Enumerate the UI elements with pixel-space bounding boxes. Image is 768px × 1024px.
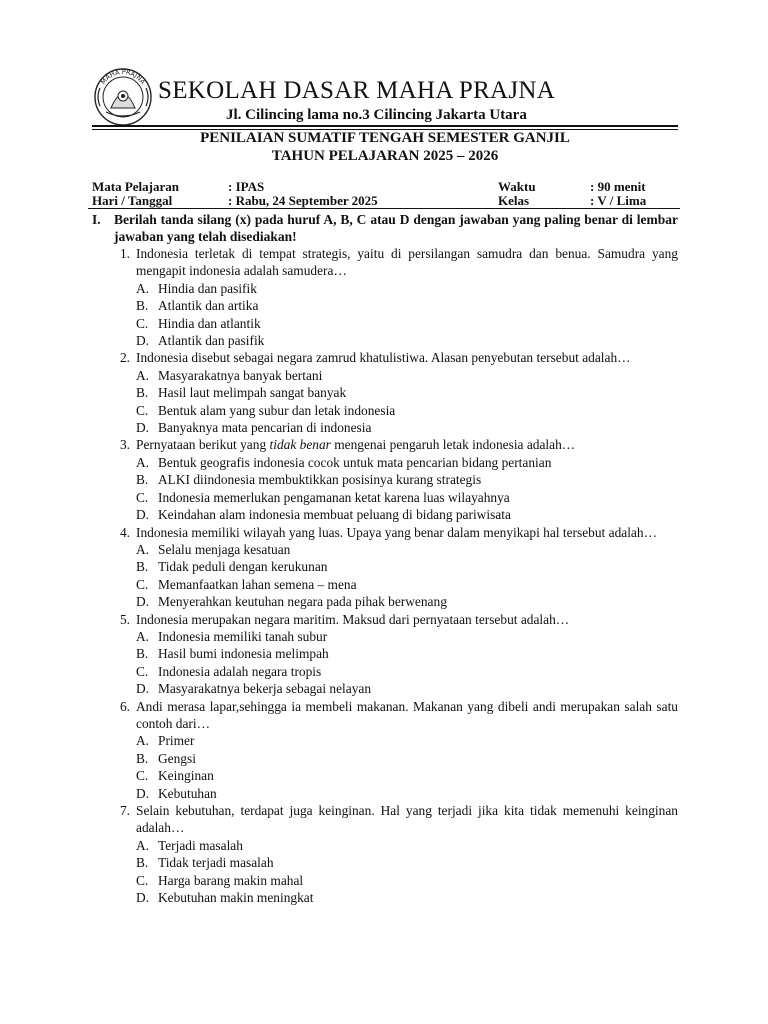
- question-list: [92, 245, 678, 906]
- subject-value: : IPAS: [228, 179, 265, 194]
- answer-option: [136, 785, 678, 802]
- question-text: Indonesia disebut sebagai negara zamrud khatulistiwa. Alasan penyebutan tersebut adalah…: [136, 350, 631, 366]
- school-logo: [92, 66, 154, 126]
- option-letter: A.: [136, 837, 150, 853]
- option-text: Atlantik dan pasifik: [158, 333, 265, 349]
- question-text: Indonesia merupakan negara maritim. Maksud dari pernyataan tersebut adalah…: [136, 611, 570, 627]
- subject-label: Mata Pelajaran: [92, 179, 180, 194]
- question-number: 5.: [119, 611, 130, 627]
- date-value: : Rabu, 24 September 2025: [228, 193, 378, 208]
- option-text: Keinginan: [158, 768, 214, 784]
- info-labels-left: [92, 180, 179, 208]
- question-item: [92, 349, 678, 436]
- answer-option: [136, 384, 678, 401]
- option-letter: C.: [136, 768, 149, 784]
- option-list: [136, 367, 678, 437]
- question-text: [136, 436, 678, 453]
- section-multiple-choice: [92, 211, 678, 906]
- exam-title-block: [92, 129, 678, 165]
- option-text: Indonesia adalah negara tropis: [158, 663, 322, 679]
- answer-option: [136, 558, 678, 575]
- option-text: Menyerahkan keutuhan negara pada pihak berwenang: [158, 594, 447, 610]
- answer-option: [136, 872, 678, 889]
- question-text: Andi merasa lapar,sehingga ia membeli makanan. Makanan yang dibeli andi merupakan salah satu contoh dari…: [136, 698, 678, 731]
- answer-option: [136, 663, 678, 680]
- option-text: Hasil laut melimpah sangat banyak: [158, 385, 347, 401]
- section-instruction-text: Berilah tanda silang (x) pada huruf A, B, C atau D dengan jawaban yang paling benar di lembar jawaban yang telah disediakan!: [114, 212, 678, 244]
- option-list: [136, 454, 678, 524]
- option-text: Atlantik dan artika: [158, 298, 259, 314]
- option-text: Terjadi masalah: [158, 837, 243, 853]
- logo-text: MAHA PRAJNA: [99, 67, 147, 86]
- option-letter: A.: [136, 280, 150, 296]
- option-text: Indonesia memerlukan pengamanan ketat karena luas wilayahnya: [158, 489, 510, 505]
- answer-option: [136, 489, 678, 506]
- time-value: : 90 menit: [590, 179, 646, 194]
- answer-option: [136, 593, 678, 610]
- answer-option: [136, 454, 678, 471]
- option-text: Primer: [158, 733, 195, 749]
- option-text: Tidak terjadi masalah: [158, 855, 274, 871]
- option-letter: B.: [136, 472, 149, 488]
- option-text: Hasil bumi indonesia melimpah: [158, 646, 329, 662]
- option-letter: D.: [136, 420, 150, 436]
- option-text: Indonesia memiliki tanah subur: [158, 628, 328, 644]
- answer-option: [136, 367, 678, 384]
- info-divider: [88, 208, 680, 209]
- option-letter: B.: [136, 646, 149, 662]
- option-letter: A.: [136, 454, 150, 470]
- option-text: Masyarakatnya bekerja sebagai nelayan: [158, 681, 372, 697]
- answer-option: [136, 889, 678, 906]
- option-letter: D.: [136, 890, 150, 906]
- class-value: : V / Lima: [590, 193, 647, 208]
- question-item: [92, 524, 678, 611]
- question-text-part: mengenai pengaruh letak indonesia adalah…: [330, 437, 576, 453]
- answer-option: [136, 680, 678, 697]
- question-text-emphasis: tidak benar: [269, 437, 331, 453]
- option-text: Memanfaatkan lahan semena – mena: [158, 576, 357, 592]
- option-text: Selalu menjaga kesatuan: [158, 541, 291, 557]
- answer-option: [136, 854, 678, 871]
- time-label: Waktu: [498, 179, 536, 194]
- option-letter: C.: [136, 402, 149, 418]
- info-values-right: [590, 180, 646, 208]
- exam-year: TAHUN PELAJARAN 2025 – 2026: [271, 148, 499, 164]
- option-list: [136, 541, 678, 611]
- option-letter: A.: [136, 541, 150, 557]
- option-list: [136, 628, 678, 698]
- question-number: 6.: [119, 698, 130, 714]
- option-letter: B.: [136, 855, 149, 871]
- option-text: Keindahan alam indonesia membuat peluang di bidang pariwisata: [158, 507, 511, 523]
- exam-title: PENILAIAN SUMATIF TENGAH SEMESTER GANJIL: [200, 130, 570, 146]
- answer-option: [136, 419, 678, 436]
- class-label: Kelas: [498, 193, 530, 208]
- option-letter: B.: [136, 385, 149, 401]
- section-instruction: [92, 211, 678, 245]
- option-text: Gengsi: [158, 750, 196, 766]
- answer-option: [136, 402, 678, 419]
- school-address: Jl. Cilincing lama no.3 Cilincing Jakarta Utara: [226, 107, 527, 123]
- option-text: Hindia dan pasifik: [158, 280, 257, 296]
- question-text: Indonesia terletak di tempat strategis, yaitu di persilangan samudra dan benua. Samudra yang mengapit indonesia adalah samudera…: [136, 246, 678, 279]
- question-text-part: Pernyataan berikut yang: [136, 437, 270, 453]
- question-number: 2.: [119, 350, 130, 366]
- answer-option: [136, 576, 678, 593]
- option-letter: D.: [136, 333, 150, 349]
- option-text: Hindia dan atlantik: [158, 315, 261, 331]
- option-letter: D.: [136, 681, 150, 697]
- answer-option: [136, 315, 678, 332]
- question-number: 7.: [119, 803, 130, 818]
- answer-option: [136, 280, 678, 297]
- question-number: 1.: [119, 246, 130, 261]
- option-text: Tidak peduli dengan kerukunan: [158, 559, 328, 575]
- option-text: ALKI diindonesia membuktikkan posisinya kurang strategis: [158, 472, 482, 488]
- option-letter: D.: [136, 785, 150, 801]
- option-letter: C.: [136, 663, 149, 679]
- date-label: Hari / Tanggal: [92, 193, 173, 208]
- question-item: [92, 436, 678, 523]
- option-letter: C.: [136, 315, 149, 331]
- option-text: Masyarakatnya banyak bertani: [158, 367, 323, 383]
- option-letter: C.: [136, 872, 149, 888]
- answer-option: [136, 628, 678, 645]
- section-number: I.: [92, 212, 101, 227]
- option-letter: C.: [136, 576, 149, 592]
- info-labels-right: [498, 180, 536, 208]
- option-text: Kebutuhan: [158, 785, 217, 801]
- answer-option: [136, 332, 678, 349]
- answer-option: [136, 645, 678, 662]
- option-text: Banyaknya mata pencarian di indonesia: [158, 420, 372, 436]
- option-text: Bentuk alam yang subur dan letak indonesia: [158, 402, 396, 418]
- answer-option: [136, 767, 678, 784]
- option-letter: D.: [136, 594, 150, 610]
- answer-option: [136, 837, 678, 854]
- answer-option: [136, 750, 678, 767]
- question-text: Indonesia memiliki wilayah yang luas. Upaya yang benar dalam menyikapi hal tersebut adalah…: [136, 524, 657, 540]
- option-letter: C.: [136, 489, 149, 505]
- question-text: Selain kebutuhan, terdapat juga keinginan. Hal yang terjadi jika kita tidak memenuhi keinginan adalah…: [136, 803, 678, 836]
- option-letter: B.: [136, 750, 149, 766]
- header-divider: [92, 125, 678, 127]
- option-letter: A.: [136, 628, 150, 644]
- option-letter: B.: [136, 559, 149, 575]
- question-number: 3.: [119, 437, 130, 453]
- option-letter: B.: [136, 298, 149, 314]
- option-letter: D.: [136, 507, 150, 523]
- school-name: SEKOLAH DASAR MAHA PRAJNA: [158, 77, 556, 104]
- question-number: 4.: [119, 524, 130, 540]
- answer-option: [136, 506, 678, 523]
- question-item: [92, 698, 678, 802]
- question-item: [92, 611, 678, 698]
- option-list: [136, 280, 678, 350]
- answer-option: [136, 541, 678, 558]
- option-list: [136, 837, 678, 907]
- answer-option: [136, 471, 678, 488]
- option-letter: A.: [136, 367, 150, 383]
- info-values-left: [228, 180, 378, 208]
- option-letter: A.: [136, 733, 150, 749]
- answer-option: [136, 732, 678, 749]
- question-item: [92, 802, 678, 906]
- option-text: Harga barang makin mahal: [158, 872, 304, 888]
- question-item: [92, 245, 678, 349]
- option-text: Bentuk geografis indonesia cocok untuk mata pencarian bidang pertanian: [158, 454, 552, 470]
- option-text: Kebutuhan makin meningkat: [158, 890, 314, 906]
- option-list: [136, 732, 678, 802]
- answer-option: [136, 297, 678, 314]
